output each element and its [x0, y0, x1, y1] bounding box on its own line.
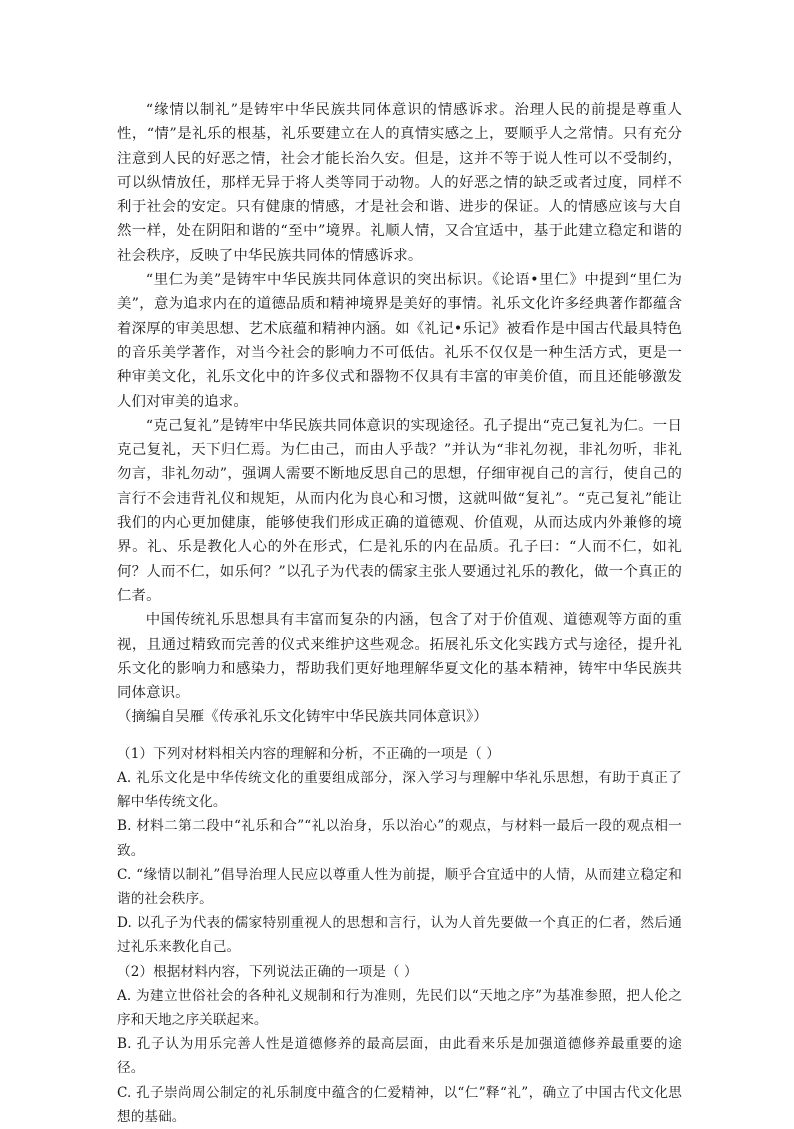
question-2-option-c: C. 孔子崇尚周公制定的礼乐制度中蕴含的仁爱精神，以“仁”释“礼”，确立了中国古代文化思想的基础。	[117, 1084, 682, 1125]
passage-paragraph-3: “克己复礼”是铸牢中华民族共同体意识的实现途径。孔子提出“克己复礼为仁。一日克己复礼，天下归仁焉。为仁由己，而由人乎哉？”并认为“非礼勿视，非礼勿听，非礼勿言，非礼勿动”，强调人需要不断地反思自己的思想，仔细审视自己的言行，使自己的言行不会违背礼仪和规矩，从而内化为良心和习惯，这就叫做“复礼”。“克己复礼”能让我们的内心更加健康，能够使我们形成正确的道德观、价值观，从而达成内外兼修的境界。礼、乐是教化人心的外在形式，仁是礼乐的内在品质。孔子曰：“人而不仁，如礼何？人而不仁，如乐何？”以孔子为代表的儒家主张人要通过礼乐的教化，做一个真正的仁者。	[117, 417, 682, 604]
question-list	[117, 742, 682, 1129]
question-2-option-b: B. 孔子认为用乐完善人性是道德修养的最高层面，由此看来乐是加强道德修养最重要的途径。	[117, 1036, 682, 1077]
passage	[117, 98, 682, 730]
question-1-option-c: C. “缘情以制礼”倡导治理人民应以尊重人性为前提，顺乎合宜适中的人情，从而建立稳定和谐的社会秩序。	[117, 866, 682, 907]
passage-paragraph-2: “里仁为美”是铸牢中华民族共同体意识的突出标识。《论语•里仁》中提到“里仁为美”，意为追求内在的道德品质和精神境界是美好的事情。礼乐文化许多经典著作都蕴含着深厚的审美思想、艺术底蕴和精神内涵。如《礼记•乐记》被看作是中国古代最具特色的音乐美学著作，对当今社会的影响力不可低估。礼乐不仅仅是一种生活方式，更是一种审美文化，礼乐文化中的许多仪式和器物不仅具有丰富的审美价值，而且还能够激发人们对审美的追求。	[117, 272, 682, 410]
passage-source: （摘编自吴雁《传承礼乐文化铸牢中华民族共同体意识》）	[117, 709, 488, 726]
question-1-option-b: B. 材料二第二段中“礼乐和合”“礼以治身，乐以治心”的观点，与材料一最后一段的观点相一致。	[117, 818, 682, 859]
question-1-title: （1）下列对材料相关内容的理解和分析，不正确的一项是（ ）	[117, 745, 500, 762]
question-2-title: （2）根据材料内容，下列说法正确的一项是（ ）	[117, 963, 418, 980]
question-2	[117, 960, 682, 1129]
passage-paragraph-1: “缘情以制礼”是铸牢中华民族共同体意识的情感诉求。治理人民的前提是尊重人性，“情”是礼乐的根基，礼乐要建立在人的真情实感之上，要顺乎人之常情。只有充分注意到人民的好恶之情，社会才能长治久安。但是，这并不等于说人性可以不受制约，可以纵情放任，那样无异于将人类等同于动物。人的好恶之情的缺乏或者过度，同样不利于社会的安定。只有健康的情感，才是社会和谐、进步的保证。人的情感应该与大自然一样，处在阴阳和谐的“至中”境界。礼顺人情，又合宜适中，基于此建立稳定和谐的社会秩序，反映了中华民族共同体的情感诉求。	[117, 102, 682, 264]
question-1	[117, 742, 682, 960]
passage-paragraph-4: 中国传统礼乐思想具有丰富而复杂的内涵，包含了对于价值观、道德观等方面的重视，且通过精致而完善的仪式来维护这些观念。拓展礼乐文化实践方式与途径，提升礼乐文化的影响力和感染力，帮助我们更好地理解华夏文化的基本精神，铸牢中华民族共同体意识。	[117, 612, 682, 702]
question-2-option-a: A. 为建立世俗社会的各种礼义规制和行为准则，先民们以“天地之序”为基准参照，把人伦之序和天地之序关联起来。	[117, 987, 682, 1028]
question-1-option-a: A. 礼乐文化是中华传统文化的重要组成部分，深入学习与理解中华礼乐思想，有助于真正了解中华传统文化。	[117, 769, 682, 811]
question-1-option-d: D. 以孔子为代表的儒家特别重视人的思想和言行，认为人首先要做一个真正的仁者，然后通过礼乐来教化自己。	[117, 915, 682, 956]
